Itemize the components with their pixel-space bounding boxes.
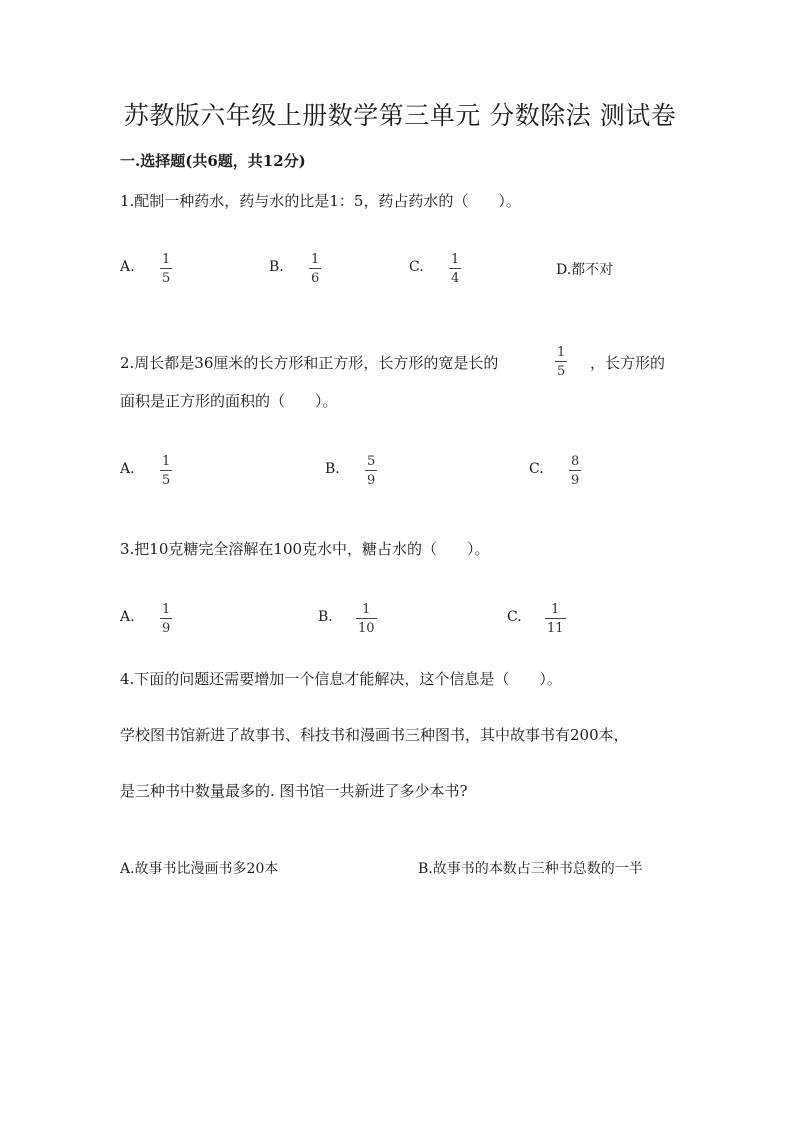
- q2-option-b-numerator: 5: [367, 454, 376, 469]
- question-4-passage-line-2: 是三种书中数量最多的. 图书馆一共新进了多少本书?: [120, 782, 468, 800]
- question-3-text: 3.把10克糖完全溶解在100克水中，糖占水的（ ）。: [120, 540, 490, 558]
- q2-option-c-numerator: 8: [571, 454, 580, 469]
- q2-option-c-denominator: 9: [571, 473, 580, 488]
- q2-option-b-denominator: 9: [367, 473, 376, 488]
- q2-option-a-fraction: [160, 455, 172, 487]
- q3-option-c-denominator: 11: [547, 621, 564, 636]
- q1-option-c-fraction: [449, 253, 461, 285]
- q4-option-b-label: B.故事书的本数占三种书总数的一半: [418, 861, 643, 877]
- q1-option-c-numerator: 1: [451, 252, 460, 267]
- q1-option-c-label: C.: [409, 259, 424, 275]
- section-heading: 一.选择题(共6题，共12分): [120, 152, 306, 170]
- q1-option-b-fraction: [309, 253, 321, 285]
- q2-option-b-fraction: [365, 455, 377, 487]
- q1-option-b-numerator: 1: [311, 252, 320, 267]
- q3-option-c-numerator: 1: [551, 602, 560, 617]
- question-1-text: 1.配制一种药水，药与水的比是1：5，药占药水的（ ）。: [120, 192, 521, 210]
- q1-option-b-label: B.: [269, 259, 284, 275]
- q2-option-a-label: A.: [120, 461, 135, 477]
- q1-option-b-denominator: 6: [311, 271, 320, 286]
- q3-option-a-denominator: 9: [162, 621, 171, 636]
- question-2-text-part-1: 2.周长都是36厘米的长方形和正方形，长方形的宽是长的: [120, 354, 499, 372]
- q3-option-b-numerator: 1: [362, 602, 371, 617]
- q1-option-a-numerator: 1: [162, 252, 171, 267]
- q3-option-b-denominator: 10: [358, 621, 375, 636]
- question-2-text-part-2: ，长方形的: [590, 354, 666, 372]
- q2-inline-denominator: 5: [557, 364, 566, 379]
- q2-option-b-label: B.: [325, 461, 340, 477]
- q3-option-b-fraction: [356, 603, 377, 635]
- q2-option-c-fraction: [569, 455, 581, 487]
- q1-option-a-fraction: [160, 253, 172, 285]
- q4-option-a-label: A.故事书比漫画书多20本: [120, 861, 279, 877]
- q2-option-a-numerator: 1: [162, 454, 171, 469]
- q1-option-d-label: D.都不对: [556, 262, 614, 278]
- question-4-text: 4.下面的问题还需要增加一个信息才能解决，这个信息是（ ）。: [120, 670, 562, 688]
- q1-option-a-denominator: 5: [162, 271, 171, 286]
- q2-option-a-denominator: 5: [162, 473, 171, 488]
- q3-option-b-label: B.: [318, 609, 333, 625]
- q2-inline-numerator: 1: [557, 345, 566, 360]
- q1-option-c-denominator: 4: [451, 271, 460, 286]
- q3-option-a-fraction: [160, 603, 172, 635]
- q3-option-c-label: C.: [507, 609, 522, 625]
- q2-inline-fraction: [555, 346, 567, 378]
- q3-option-a-numerator: 1: [162, 602, 171, 617]
- page-title: 苏教版六年级上册数学第三单元 分数除法 测试卷: [123, 101, 677, 130]
- q2-option-c-label: C.: [529, 461, 544, 477]
- q3-option-a-label: A.: [120, 609, 135, 625]
- question-2-text-part-3: 面积是正方形的面积的（ ）。: [120, 392, 338, 410]
- question-4-passage-line-1: 学校图书馆新进了故事书、科技书和漫画书三种图书，其中故事书有200本，: [120, 726, 629, 744]
- q1-option-a-label: A.: [120, 259, 135, 275]
- q3-option-c-fraction: [545, 603, 566, 635]
